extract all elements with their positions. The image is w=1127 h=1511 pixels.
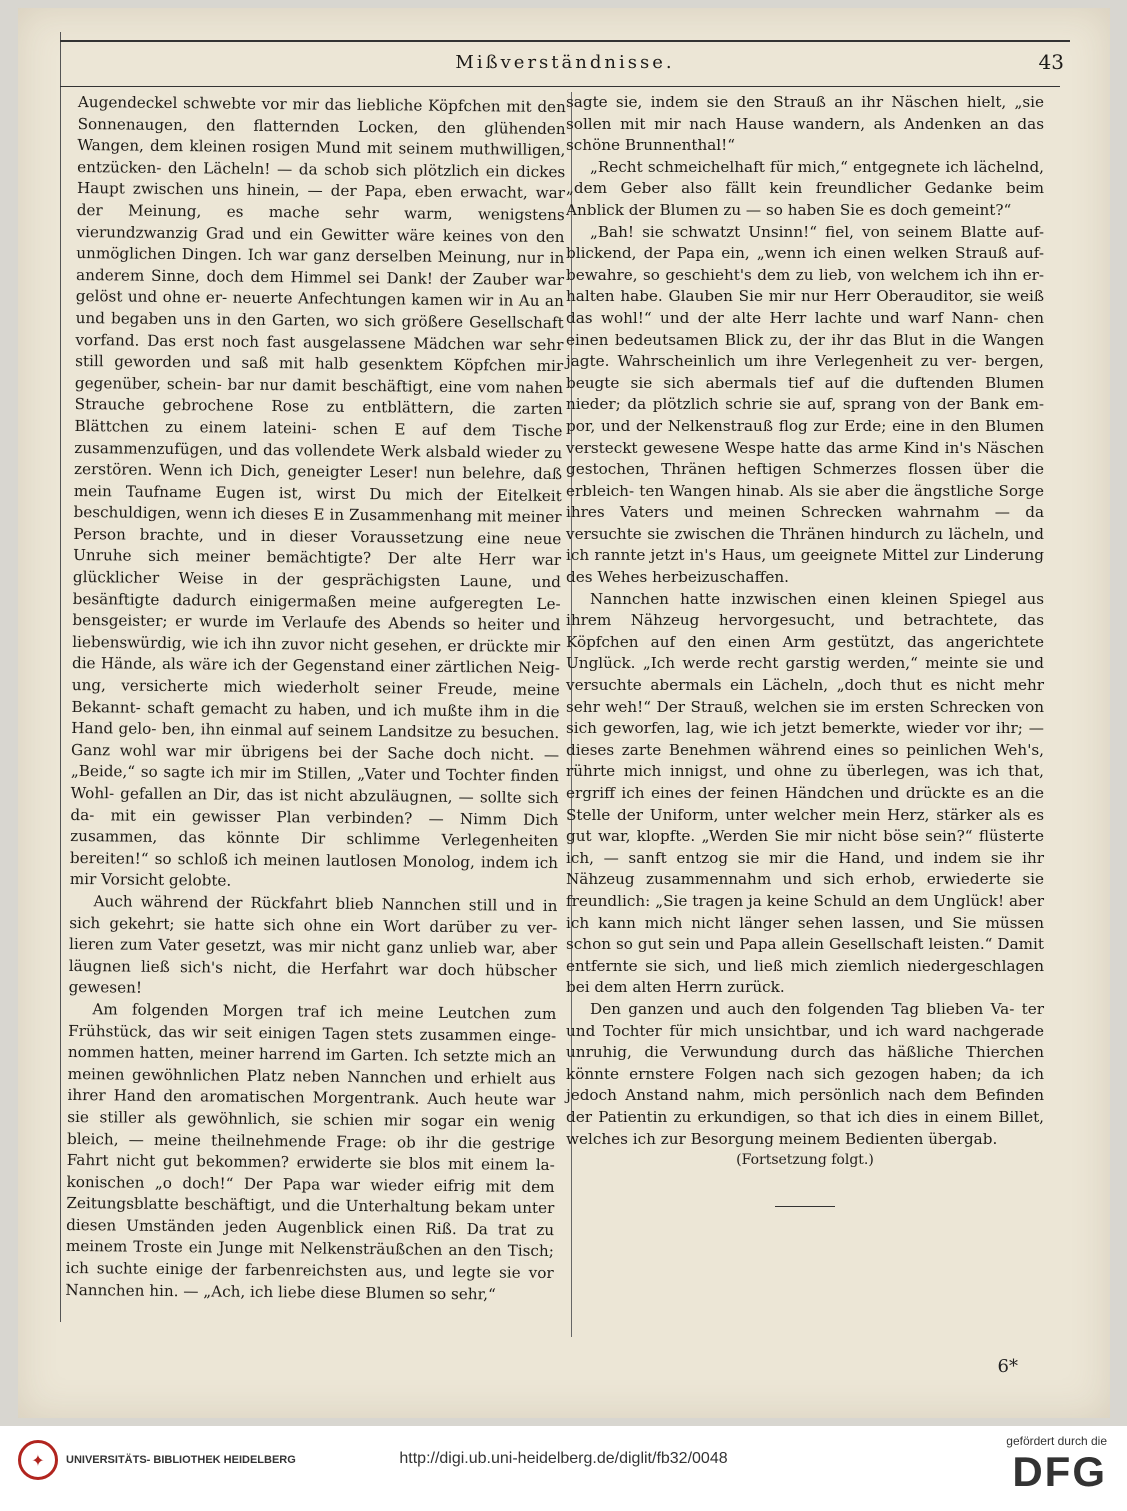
paragraph: „Bah! sie schwatzt Unsinn!“ fiel, von seinem Blatte auf- blickend, der Papa ein, „wenn ich einen welken Strauß auf- bewahre, so geschieht's dem zu lieb, von welchem ich ihn er- halten habe. Glauben Sie mir nur Herr Oberauditor, sie weiß das wohl!“ und der alte Herr lachte und warf Nann- chen einen bedeutsamen Blick zu, der ihr das Blut in die Wangen jagte. Wahrscheinlich um ihre Verlegenheit zu ver- bergen, beugte sie sich abermals tief auf die duftenden Blumen nieder; da plötzlich schrie sie auf, sprang von der Bank em- por, und der Nelkenstrauß flog zur Erde; eine in den Blumen versteckt gewesene Wespe hatte das arme Kind in's Näschen gestochen, Thränen heftigen Schmerzes flossen über die erbleich- ten Wangen hinab. Als sie aber die ängstliche Sorge ihres Vaters und meinen Schrecken wahrnahm — da versuchte sie zwischen die Thränen hindurch zu lächeln, und ich rannte jetzt in's Haus, um geeignete Mittel zur Linderung des Wehes herbeizuschaffen. [566, 222, 1044, 587]
dfg-logo[interactable]: DFG [1012, 1448, 1107, 1495]
paragraph: Nannchen hatte inzwischen einen kleinen Spiegel aus ihrem Nähzeug hervorgesucht, und betrachtete, das Köpfchen auf den einen Arm gestützt, das angerichtete Unglück. „Ich werde recht garstig werden,“ meinte sie und versuchte abermals ein Lächeln, „doch thut es nicht mehr sehr weh!“ Der Strauß, welchen sie im ersten Schrecken von sich geworfen, lag, wie ich jetzt bemerkte, wieder vor ihr; — dieses zarte Benehmen während eines so peinlichen Weh's, rührte mich innigst, und ohne zu überlegen, was ich that, ergriff ich eines der feinen Händchen und drückte es an die Stelle der Uniform, unter welcher mein Herz, stärker als es gut war, klopfte. „Werden Sie mir nicht böse sein?“ flüsterte ich, — sanft entzog sie mir die Hand, und indem sie ihr Nähzeug zusammennahm und sich erhob, erwiederte sie freundlich: „Sie tragen ja keine Schuld an dem Unglück! aber ich kann mich nicht länger sehen lassen, und Sie müssen schon so gut sein und Papa allein Gesellschaft leisten.“ Damit entfernte sie sich, und ließ mich ziemlich niedergeschlagen bei dem alten Herrn zurück. [566, 589, 1044, 997]
funding-text: gefördert durch die [1006, 1434, 1107, 1448]
library-name: UNIVERSITÄTS- BIBLIOTHEK HEIDELBERG [66, 1453, 296, 1466]
scanned-page [18, 8, 1110, 1418]
end-rule [775, 1206, 835, 1207]
continuation-note: (Fortsetzung folgt.) [736, 1152, 874, 1169]
paragraph: Den ganzen und auch den folgenden Tag blieben Va- ter und Tochter für mich unsichtbar, und ich ward nachgerade unruhig, die Verwundung durch das häßliche Thierchen könnte ernstere Folgen nach sich gezogen haben; da ich jedoch Anstand nahm, mich persönlich nach dem Befinden der Patientin zu erkundigen, so that ich dies in einem Billet, welches ich zur Besorgung meinem Bedienten übergab. [566, 999, 1044, 1148]
page-number: 43 [1038, 50, 1064, 74]
paragraph: Am folgenden Morgen traf ich meine Leutchen zum Frühstück, das wir seit einigen Tagen stets zusammen einge- nommen hatten, meiner harrend im Garten. Ich setzte mich an meinen gewöhnlichen Platz neben Nannchen und erhielt aus ihrer Hand den aromatischen Morgentrank. Auch heute war sie stiller als gewöhnlich, sie schien mir sogar ein wenig bleich, — meine theilnehmende Frage: ob ihr die gestrige Fahrt nicht gut bekommen? erwiderte sie blos mit einem la- konischen „o doch!“ Der Papa war wieder eifrig mit dem Zeitungsblatte beschäftigt, und die Unterhaltung bekam unter diesen Umständen jeden Augenblick einen Riß. Da trat zu meinem Troste ein Junge mit Nelkensträußchen an den Tisch; ich suchte einige der farbenreichsten aus, und legte sie vor Nannchen hin. — „Ach, ich liebe diese Blumen so sehr,“ [65, 1000, 557, 1304]
page-header [60, 40, 1070, 82]
left-column [65, 92, 566, 1306]
funding-notice [1006, 1434, 1107, 1496]
permalink-url[interactable]: http://digi.ub.uni-heidelberg.de/diglit/fb32/0048 [399, 1450, 728, 1467]
paragraph: sagte sie, indem sie den Strauß an ihr Näschen hielt, „sie sollen mit mir nach Hause wandern, als Andenken an das schöne Brunnenthal!“ [566, 93, 1044, 155]
paragraph: Augendeckel schwebte vor mir das liebliche Köpfchen mit den Sonnenaugen, den flatternden Locken, den glühenden Wangen, dem kleinen rosigen Mund mit seinem muthwilligen, entzücken- den Lächeln! — da schob sich plötzlich ein dickes Haupt zwischen uns hinein, — der Papa, eben erwacht, war der Meinung, es mache sehr warm, wenigstens vierundzwanzig Grad und ein Gewitter wäre keines von den unmöglichen Dingen. Ich war ganz derselben Meinung, nur in anderem Sinne, doch dem Himmel sei Dank! der Zauber war gelöst und ohne er- neuerte Anfechtungen kamen wir in Au an und begaben uns in den Garten, wo sich größere Gesellschaft vorfand. Das erst noch fast ausgelassene Mädchen war sehr still geworden und saß mit halb gesenktem Köpfchen mir gegenüber, schein- bar nur damit beschäftigt, eine vom nahen Strauche gebrochene Rose zu entblättern, die zarten Blättchen zu einem lateini- schen E auf dem Tische zusammenzufügen, und das vollendete Werk alsbald wieder zu zerstören. Wenn ich Dich, geneigter Leser! nun belehre, daß mein Taufname Eugen ist, wirst Du mich der Eitelkeit beschuldigen, wenn ich dieses E in Zusammenhang mit meiner Person brachte, und in dieser Voraussetzung eine neue Unruhe sich meiner bemächtigte? Der alte Herr war glücklicher Weise in der gesprächigsten Laune, und besänftigte dadurch einigermaßen meine aufgeregten Le- bensgeister; er wurde im Verlaufe des Abends so heiter und liebenswürdig, wie ich ihn zuvor nicht gesehen, er drückte mir die Hände, als wäre ich der Gegenstand einer zärtlichen Neig- ung, versicherte mich wiederholt seiner Freude, meine Bekannt- schaft gemacht zu haben, und ich mußte ihm in die Hand gelo- ben, ihn einmal auf seinem Landsitze zu besuchen. Ganz wohl war mir übrigens bei der Sache doch nicht. — „Beide,“ so sagte ich mir im Stillen, „Vater und Tochter finden Wohl- gefallen an Dir, das ist nicht abzuläugnen, — sollte sich da- mit ein gewisser Plan verbinden? — Nimm Dich zusammen, das könnte Dir schlimme Verlegenheiten bereiten!“ so schloß ich meinen lautlosen Monolog, indem ich mir Vorsicht gelobte. [69, 92, 566, 891]
signature-mark: 6* [997, 1356, 1018, 1377]
university-seal-icon: ✦ [18, 1440, 58, 1480]
paragraph: „Recht schmeichelhaft für mich,“ entgegnete ich lächelnd, „dem Geber also fällt kein freundlicher Gedanke beim Anblick der Blumen zu — so haben Sie es doch gemeint?“ [566, 157, 1044, 219]
header-rule [60, 86, 1060, 87]
viewer-footer [0, 1426, 1127, 1511]
running-title: Mißverständnisse. [455, 52, 675, 73]
right-column [566, 92, 1044, 1207]
paragraph: Auch während der Rückfahrt blieb Nannchen still und in sich gekehrt; sie hatte sich ohne ein Wort darüber zu ver- lieren zum Vater gesetzt, was mir nicht ganz unlieb war, aber läugnen ließ sich's nicht, die Herfahrt war doch hübscher gewesen! [68, 892, 558, 998]
